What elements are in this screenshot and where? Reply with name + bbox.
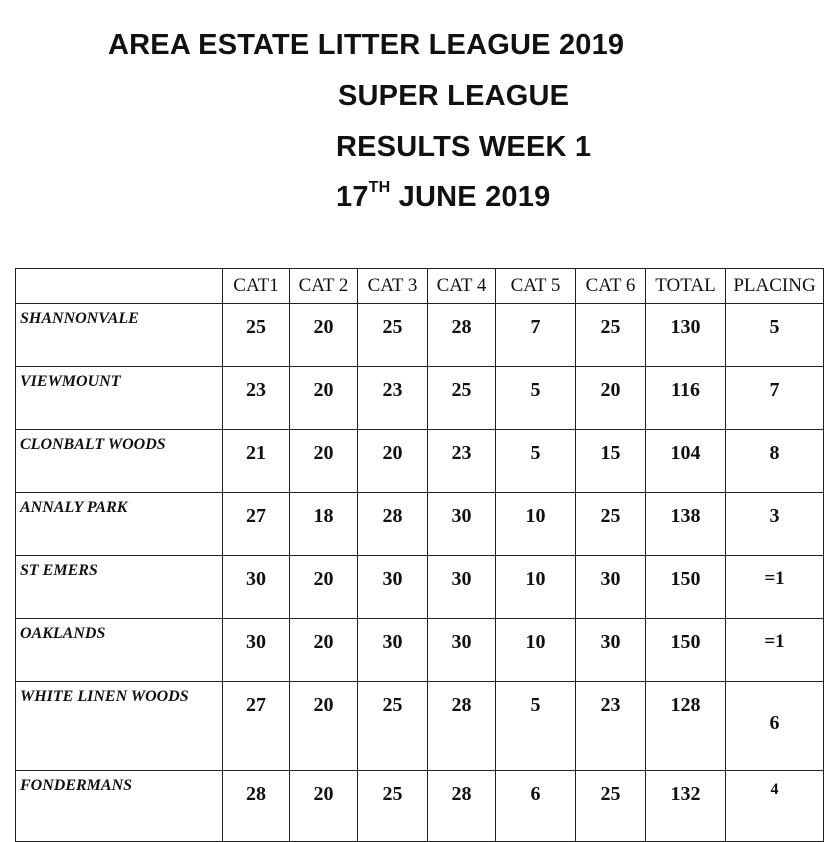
cat5-score: 5 xyxy=(496,682,576,771)
placing: 4 xyxy=(726,771,824,842)
page-title: AREA ESTATE LITTER LEAGUE 2019 xyxy=(108,29,625,61)
cat2-score: 20 xyxy=(290,619,358,682)
cat3-score: 30 xyxy=(358,619,428,682)
total-score: 104 xyxy=(646,430,726,493)
column-header-cat3: CAT 3 xyxy=(358,269,428,304)
cat2-score: 20 xyxy=(290,430,358,493)
cat1-score: 23 xyxy=(223,367,290,430)
estate-name: FONDERMANS xyxy=(16,771,223,842)
league-subtitle: SUPER LEAGUE xyxy=(338,80,570,112)
cat2-score: 20 xyxy=(290,556,358,619)
cat1-score: 30 xyxy=(223,556,290,619)
cat2-score: 20 xyxy=(290,771,358,842)
cat5-score: 10 xyxy=(496,619,576,682)
results-week-heading: RESULTS WEEK 1 xyxy=(336,131,592,163)
column-header-cat1: CAT1 xyxy=(223,269,290,304)
cat3-score: 25 xyxy=(358,682,428,771)
estate-name: WHITE LINEN WOODS xyxy=(16,682,223,771)
date-suffix: TH xyxy=(368,179,391,196)
cat6-score: 25 xyxy=(576,771,646,842)
cat2-score: 20 xyxy=(290,367,358,430)
cat1-score: 28 xyxy=(223,771,290,842)
cat6-score: 15 xyxy=(576,430,646,493)
column-header-cat5: CAT 5 xyxy=(496,269,576,304)
cat1-score: 27 xyxy=(223,493,290,556)
total-score: 150 xyxy=(646,619,726,682)
estate-name: OAKLANDS xyxy=(16,619,223,682)
cat1-score: 25 xyxy=(223,304,290,367)
placing: 3 xyxy=(726,493,824,556)
cat2-score: 18 xyxy=(290,493,358,556)
date-day: 17 xyxy=(336,181,369,213)
cat3-score: 23 xyxy=(358,367,428,430)
table-row xyxy=(16,493,824,556)
table-row xyxy=(16,430,824,493)
placing: 6 xyxy=(726,682,824,771)
column-header-estate xyxy=(16,269,223,304)
table-row xyxy=(16,682,824,771)
date-heading xyxy=(336,181,550,214)
cat3-score: 30 xyxy=(358,556,428,619)
column-header-total: TOTAL xyxy=(646,269,726,304)
table-row xyxy=(16,367,824,430)
column-header-cat2: CAT 2 xyxy=(290,269,358,304)
cat4-score: 25 xyxy=(428,367,496,430)
estate-name: SHANNONVALE xyxy=(16,304,223,367)
cat1-score: 30 xyxy=(223,619,290,682)
date-month-year: JUNE 2019 xyxy=(398,181,551,213)
placing: =1 xyxy=(726,556,824,619)
cat2-score: 20 xyxy=(290,682,358,771)
total-score: 138 xyxy=(646,493,726,556)
cat6-score: 30 xyxy=(576,556,646,619)
cat6-score: 23 xyxy=(576,682,646,771)
cat5-score: 7 xyxy=(496,304,576,367)
total-score: 130 xyxy=(646,304,726,367)
header-row xyxy=(16,269,824,304)
cat6-score: 30 xyxy=(576,619,646,682)
estate-name: ANNALY PARK xyxy=(16,493,223,556)
placing: 7 xyxy=(726,367,824,430)
cat4-score: 23 xyxy=(428,430,496,493)
cat6-score: 25 xyxy=(576,493,646,556)
total-score: 116 xyxy=(646,367,726,430)
table-row xyxy=(16,771,824,842)
cat4-score: 28 xyxy=(428,304,496,367)
cat5-score: 6 xyxy=(496,771,576,842)
results-table xyxy=(15,268,824,842)
placing: 8 xyxy=(726,430,824,493)
table-row xyxy=(16,619,824,682)
cat6-score: 25 xyxy=(576,304,646,367)
cat5-score: 10 xyxy=(496,493,576,556)
column-header-placing: PLACING xyxy=(726,269,824,304)
estate-name: CLONBALT WOODS xyxy=(16,430,223,493)
column-header-cat6: CAT 6 xyxy=(576,269,646,304)
cat1-score: 21 xyxy=(223,430,290,493)
cat3-score: 25 xyxy=(358,771,428,842)
total-score: 128 xyxy=(646,682,726,771)
cat3-score: 20 xyxy=(358,430,428,493)
cat4-score: 30 xyxy=(428,619,496,682)
cat4-score: 28 xyxy=(428,682,496,771)
cat5-score: 5 xyxy=(496,367,576,430)
cat3-score: 28 xyxy=(358,493,428,556)
estate-name: ST EMERS xyxy=(16,556,223,619)
placing: =1 xyxy=(726,619,824,682)
total-score: 132 xyxy=(646,771,726,842)
cat4-score: 30 xyxy=(428,556,496,619)
cat5-score: 5 xyxy=(496,430,576,493)
table-row xyxy=(16,556,824,619)
cat2-score: 20 xyxy=(290,304,358,367)
cat1-score: 27 xyxy=(223,682,290,771)
table-row xyxy=(16,304,824,367)
estate-name: VIEWMOUNT xyxy=(16,367,223,430)
total-score: 150 xyxy=(646,556,726,619)
cat4-score: 28 xyxy=(428,771,496,842)
column-header-cat4: CAT 4 xyxy=(428,269,496,304)
cat3-score: 25 xyxy=(358,304,428,367)
placing: 5 xyxy=(726,304,824,367)
cat6-score: 20 xyxy=(576,367,646,430)
cat4-score: 30 xyxy=(428,493,496,556)
cat5-score: 10 xyxy=(496,556,576,619)
